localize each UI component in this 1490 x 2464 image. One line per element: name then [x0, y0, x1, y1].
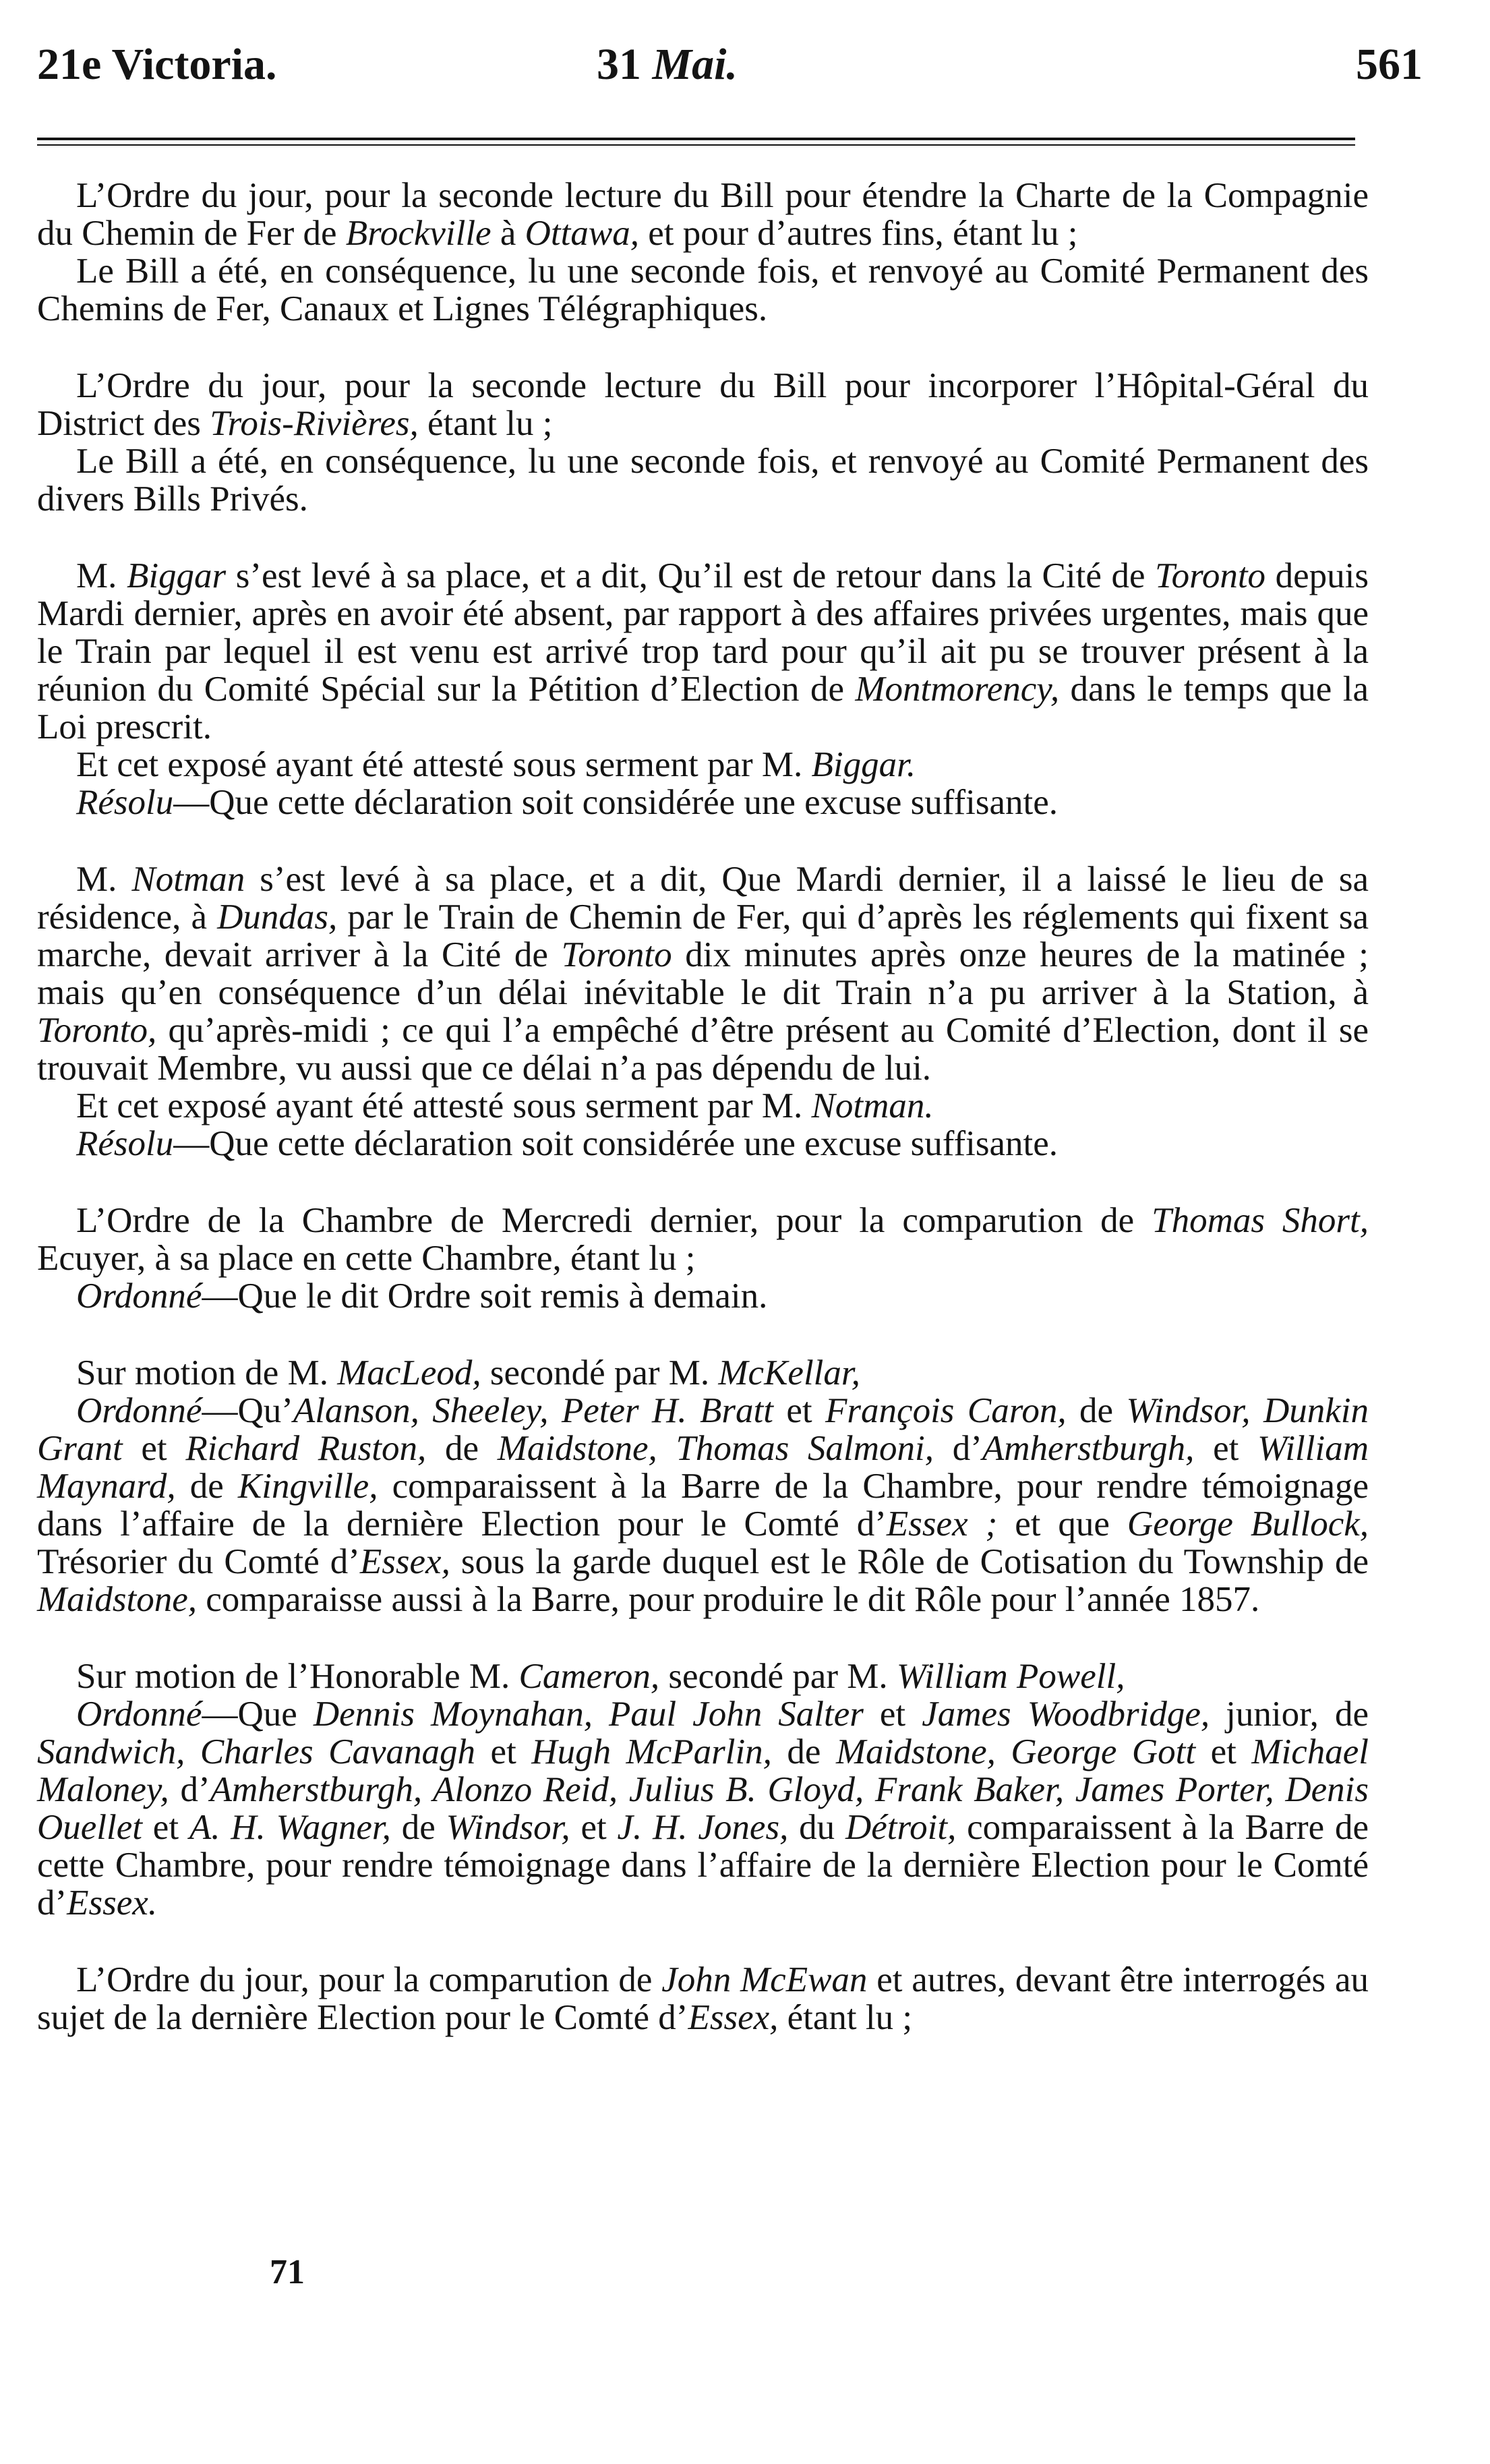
text-run: Le Bill a été, en conséquence, lu une seconde fois, et renvoyé au Comité Permanent des Chemins de Fer, Canaux et Lignes Télégraphiques. [37, 252, 1369, 328]
italic-run: McKellar, [718, 1353, 860, 1392]
journal-body [37, 177, 1369, 2036]
text-run: s’est levé à sa place, et a dit, Qu’il est de retour dans la Cité de [226, 556, 1156, 595]
italic-run: Trois-Rivières, [210, 404, 419, 443]
italic-run: A. H. Wagner, [189, 1808, 391, 1847]
text-run: et [570, 1808, 618, 1847]
text-run: et [1195, 1732, 1252, 1771]
italic-run: Ordonné [76, 1277, 202, 1316]
text-run: Et cet exposé ayant été attesté sous serment par M. [76, 745, 812, 784]
text-run: junior, de [1210, 1695, 1369, 1734]
text-run: et autres, devant être interrogés au sujet de la dernière Election pour le Comté d’ [37, 1960, 1369, 2037]
italic-run: Biggar. [811, 745, 916, 784]
header-rule-thick [37, 138, 1355, 140]
italic-run: Alanson, Sheeley, Peter H. Bratt [293, 1391, 773, 1430]
paragraph-p7 [37, 784, 1369, 821]
italic-run: Brockville [345, 214, 491, 253]
text-run: s’est levé à sa place, et a dit, Que Mardi dernier, il a laissé le lieu de sa résidence, à [37, 860, 1369, 937]
text-run: depuis Mardi dernier, après en avoir été absent, par rapport à des affaires privées urgentes, mais que le Train par lequel il est venu est arrivé trop tard pour qu’il ait pu se trouver présent à la réunion du Comité Spécial sur la Pétition d’Election de [37, 556, 1369, 709]
header-date [597, 39, 738, 90]
text-run: et [1194, 1429, 1258, 1468]
text-run: Sur motion de M. [76, 1353, 338, 1392]
italic-run: Notman. [811, 1086, 934, 1125]
paragraph-p11 [37, 1202, 1369, 1277]
text-run: —Que [202, 1695, 314, 1734]
paragraph-p16 [37, 1695, 1369, 1922]
italic-run: Essex. [67, 1883, 158, 1923]
header-month: Mai. [652, 40, 738, 89]
text-run: par le Train de Chemin de Fer, qui d’après les réglements qui fixent sa marche, devait arriver à la Cité de [37, 898, 1369, 974]
text-run: à [491, 214, 525, 253]
paragraph-p2 [37, 252, 1369, 328]
italic-run: Biggar [126, 556, 227, 595]
italic-run: Dennis Moynahan, Paul John Salter [313, 1695, 864, 1734]
italic-run: Michael Maloney, [37, 1732, 1369, 1809]
header-day: 31 [597, 40, 641, 89]
text-run: dans le temps que la Loi prescrit. [37, 670, 1369, 746]
paragraph-p6 [37, 746, 1369, 784]
italic-run: Hugh McParlin, [531, 1732, 772, 1771]
text-run: dix minutes après onze heures de la matinée ; mais qu’en conséquence d’un délai inévitable le dit Train n’a pu arriver à la Station, à [37, 935, 1369, 1012]
text-run: étant lu ; [778, 1998, 913, 2037]
text-run: —Que cette déclaration soit considérée une excuse suffisante. [173, 1124, 1058, 1163]
italic-run: MacLeod, [337, 1353, 481, 1392]
text-run: de [426, 1429, 498, 1468]
header-rule-thin [37, 144, 1355, 146]
italic-run: Essex ; [886, 1504, 998, 1544]
italic-run: Toronto [1155, 556, 1266, 595]
italic-run: George Bullock, [1127, 1504, 1369, 1544]
text-run: du [788, 1808, 845, 1847]
italic-run: Montmorency, [855, 670, 1060, 709]
text-run: et [863, 1695, 922, 1734]
text-run: et que [997, 1504, 1127, 1544]
text-run: comparaissent à la Barre de la Chambre, pour rendre témoignage dans l’affaire de la dernière Election pour le Comté d’ [37, 1467, 1369, 1544]
text-run: comparaissent à la Barre de cette Chambre, pour rendre témoignage dans l’affaire de la dernière Election pour le Comté d’ [37, 1808, 1369, 1923]
text-run: sous la garde duquel est le Rôle de Cotisation du Township de [450, 1542, 1369, 1581]
text-run: comparaisse aussi à la Barre, pour produire le dit Rôle pour l’année 1857. [197, 1580, 1260, 1619]
italic-run: Maidstone, [37, 1580, 197, 1619]
text-run: L’Ordre du jour, pour la seconde lecture du Bill pour incorporer l’Hôpital-Géral du District des [37, 366, 1369, 443]
italic-run: Toronto, [37, 1011, 157, 1050]
text-run: —Que le dit Ordre soit remis à demain. [202, 1277, 768, 1316]
text-run: Trésorier du Comté d’ [37, 1542, 360, 1581]
italic-run: Résolu [76, 783, 174, 822]
running-header [37, 39, 1423, 100]
italic-run: William Powell, [896, 1657, 1125, 1696]
text-run: et [773, 1391, 826, 1430]
text-run: de [175, 1467, 238, 1506]
italic-run: Amherstburgh, Alonzo Reid, Julius B. Gloyd, Frank Baker, James Porter, Denis Ouellet [37, 1770, 1369, 1847]
italic-run: Notman [131, 860, 245, 899]
paragraph-p12 [37, 1277, 1369, 1315]
paragraph-p1 [37, 177, 1369, 252]
italic-run: Sandwich, Charles Cavanagh [37, 1732, 476, 1771]
italic-run: John McEwan [661, 1960, 868, 1999]
italic-run: Cameron, [518, 1657, 660, 1696]
text-run: Sur motion de l’Honorable M. [76, 1657, 519, 1696]
italic-run: Toronto [561, 935, 672, 974]
paragraph-p9 [37, 1087, 1369, 1125]
italic-run: Richard Ruston, [185, 1429, 427, 1468]
italic-run: Windsor, Dunkin Grant [37, 1391, 1369, 1468]
paragraph-p13 [37, 1354, 1369, 1392]
text-run: d’ [169, 1770, 210, 1809]
paragraph-p10 [37, 1125, 1369, 1163]
text-run: —Que cette déclaration soit considérée une excuse suffisante. [173, 783, 1058, 822]
signature-mark: 71 [270, 2253, 305, 2291]
paragraph-p8 [37, 860, 1369, 1087]
text-run: L’Ordre du jour, pour la seconde lecture du Bill pour étendre la Charte de la Compagnie du Chemin de Fer de [37, 176, 1369, 253]
italic-run: Kingville, [237, 1467, 378, 1506]
italic-run: Ordonné [76, 1695, 202, 1734]
italic-run: J. H. Jones, [617, 1808, 789, 1847]
italic-run: François Caron, [825, 1391, 1067, 1430]
italic-run: Maidstone, Thomas Salmoni, [497, 1429, 934, 1468]
italic-run: Thomas Short, [1152, 1201, 1369, 1240]
text-run: —Qu’ [202, 1391, 293, 1430]
italic-run: Dundas, [217, 898, 338, 937]
paragraph-p4 [37, 442, 1369, 518]
italic-run: Essex, [688, 1998, 779, 2037]
paragraph-p17 [37, 1961, 1369, 2036]
text-run: et [122, 1429, 186, 1468]
text-run: de [390, 1808, 446, 1847]
italic-run: Ottawa, [525, 214, 639, 253]
text-run: Ecuyer, à sa place en cette Chambre, étant lu ; [37, 1239, 696, 1278]
text-run: Et cet exposé ayant été attesté sous serment par M. [76, 1086, 812, 1125]
text-run: secondé par M. [481, 1353, 719, 1392]
text-run: de [1066, 1391, 1127, 1430]
italic-run: James Woodbridge, [922, 1695, 1210, 1734]
italic-run: Résolu [76, 1124, 174, 1163]
text-run: secondé par M. [659, 1657, 897, 1696]
italic-run: William Maynard, [37, 1429, 1369, 1506]
paragraph-p5 [37, 557, 1369, 746]
italic-run: Ordonné [76, 1391, 202, 1430]
header-regnal-year: 21e Victoria. [37, 40, 277, 89]
text-run: M. [76, 556, 127, 595]
paragraph-p14 [37, 1392, 1369, 1618]
text-run: qu’après-midi ; ce qui l’a empêché d’être présent au Comité d’Election, dont il se trouvait Membre, vu aussi que ce délai n’a pas dépendu de lui. [37, 1011, 1369, 1088]
italic-run: Amherstburgh, [982, 1429, 1195, 1468]
text-run: et [475, 1732, 532, 1771]
text-run: étant lu ; [418, 404, 553, 443]
paragraph-p15 [37, 1658, 1369, 1695]
text-run: d’ [934, 1429, 982, 1468]
italic-run: Détroit, [845, 1808, 957, 1847]
page-number: 561 [1356, 40, 1423, 89]
paragraph-p3 [37, 367, 1369, 442]
text-run: L’Ordre du jour, pour la comparution de [76, 1960, 662, 1999]
text-run: Le Bill a été, en conséquence, lu une seconde fois, et renvoyé au Comité Permanent des divers Bills Privés. [37, 442, 1369, 519]
text-run: et pour d’autres fins, étant lu ; [638, 214, 1078, 253]
text-run: L’Ordre de la Chambre de Mercredi dernier, pour la comparution de [76, 1201, 1152, 1240]
text-run: de [771, 1732, 836, 1771]
text-run: M. [76, 860, 132, 899]
text-run: et [142, 1808, 189, 1847]
italic-run: Windsor, [446, 1808, 570, 1847]
italic-run: Essex, [359, 1542, 450, 1581]
italic-run: Maidstone, George Gott [835, 1732, 1196, 1771]
